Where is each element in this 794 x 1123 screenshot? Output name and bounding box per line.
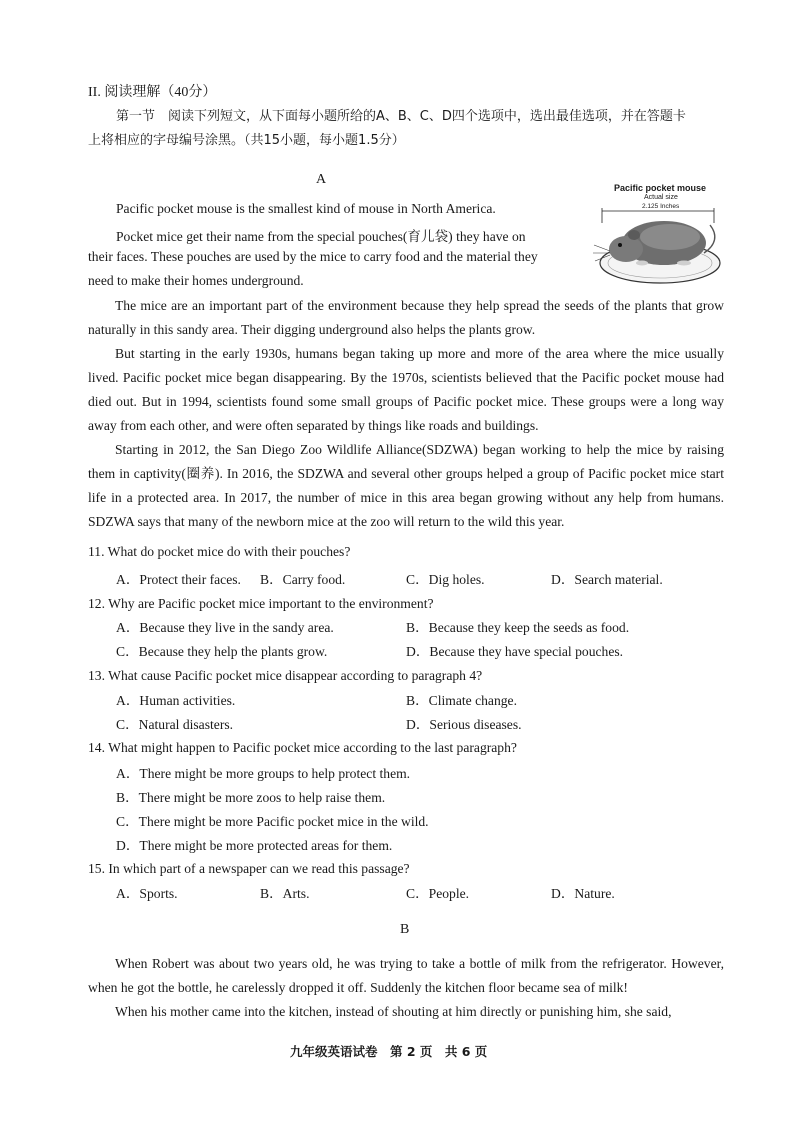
figure-subtitle: Actual size [644, 194, 678, 201]
q11-option-c: C．Dig holes. [406, 572, 485, 587]
passage-a-p5: Starting in 2012, the San Diego Zoo Wildlife Alliance(SDZWA) began working to help the mice by raising them in captivity(圈养). In 2016, the SDZWA and several other groups helped a group of Pacific pocket mice start life in a protected area. In 2017, the number of mice in this area began growing without any help from humans. SDZWA says that many of the newborn mice at the zoo will return to the wild this year. [88, 442, 724, 529]
q12-option-b: B．Because they keep the seeds as food. [406, 620, 630, 635]
section-title: II. 阅读理解（40分） [88, 85, 217, 100]
page-footer: 九年级英语试卷 第 2 页 共 6 页 [290, 1044, 488, 1059]
passage-b-p1: When Robert was about two years old, he was trying to take a bottle of milk from the refrigerator. However, when he got the bottle, he carelessly dropped it off. Suddenly the kitchen floor became sea of milk! [88, 956, 724, 995]
passage-a-body [88, 294, 724, 534]
instruction-line-1: 第一节 阅读下列短文，从下面每小题所给的A、B、C、D四个选项中，选出最佳选项，并在答题卡 [116, 109, 686, 124]
q13-option-c: C．Natural disasters. [116, 717, 234, 732]
q14-option-d: D．There might be more protected areas for them. [116, 838, 393, 853]
question-12: 12. Why are Pacific pocket mice important to the environment? [88, 596, 434, 611]
q12-option-c: C．Because they help the plants grow. [116, 644, 328, 659]
question-15: 15. In which part of a newspaper can we read this passage? [88, 861, 410, 876]
passage-a-p4: But starting in the early 1930s, humans began taking up more and more of the area where the mice usually lived. Pacific pocket mice began disappearing. By the 1970s, scientists believed that the Pacific pocket mouse had died out. But in 1994, scientists found some small groups of Pacific pocket mice. These groups were a long way away from each other, and were often separated by things like roads and buildings. [88, 346, 724, 433]
q14-option-a: A．There might be more groups to help protect them. [116, 766, 411, 781]
passage-a-p2-line2: their faces. These pouches are used by the mice to carry food and the material they [88, 249, 538, 264]
passage-a-p1: Pacific pocket mouse is the smallest kind of mouse in North America. [116, 201, 496, 216]
question-13: 13. What cause Pacific pocket mice disappear according to paragraph 4? [88, 668, 483, 683]
figure-measure: 2.125 Inches [642, 203, 680, 210]
passage-b-p2: When his mother came into the kitchen, instead of shouting at him directly or punishing him, she said, [115, 1004, 672, 1019]
q15-option-c: C．People. [406, 886, 470, 901]
passage-a-p3: The mice are an important part of the environment because they help spread the seeds of the plants that grow naturally in this sandy area. Their digging underground also helps the plants grow. [88, 298, 724, 337]
q11-option-b: B．Carry food. [260, 572, 346, 587]
instruction-line-2: 上将相应的字母编号涂黑。（共15小题，每小题1.5分） [88, 133, 405, 148]
question-11: 11. What do pocket mice do with their pouches? [88, 544, 351, 559]
mouse-illustration [592, 183, 726, 291]
figure-title: Pacific pocket mouse [614, 183, 707, 193]
q12-option-a: A．Because they live in the sandy area. [116, 620, 334, 635]
passage-a-label: A [316, 172, 327, 187]
q14-option-b: B．There might be more zoos to help raise them. [116, 790, 386, 805]
q12-option-d: D．Because they have special pouches. [406, 644, 624, 659]
passage-a-p2-line1: Pocket mice get their name from the special pouches(育儿袋) they have on [116, 229, 526, 244]
q15-option-a: A．Sports. [116, 886, 178, 901]
mouse-figure [592, 183, 726, 291]
q15-option-d: D．Nature. [551, 886, 615, 901]
q13-option-b: B．Climate change. [406, 693, 517, 708]
q13-option-a: A．Human activities. [116, 693, 236, 708]
q11-option-d: D．Search material. [551, 572, 663, 587]
passage-b-body [88, 952, 724, 1024]
question-14: 14. What might happen to Pacific pocket mice according to the last paragraph? [88, 740, 517, 755]
passage-b-label: B [400, 922, 410, 937]
q13-option-d: D．Serious diseases. [406, 717, 522, 732]
q14-option-c: C．There might be more Pacific pocket mice in the wild. [116, 814, 429, 829]
q15-option-b: B．Arts. [260, 886, 310, 901]
q11-option-a: A．Protect their faces. [116, 572, 241, 587]
passage-a-p2-line3: need to make their homes underground. [88, 273, 304, 288]
